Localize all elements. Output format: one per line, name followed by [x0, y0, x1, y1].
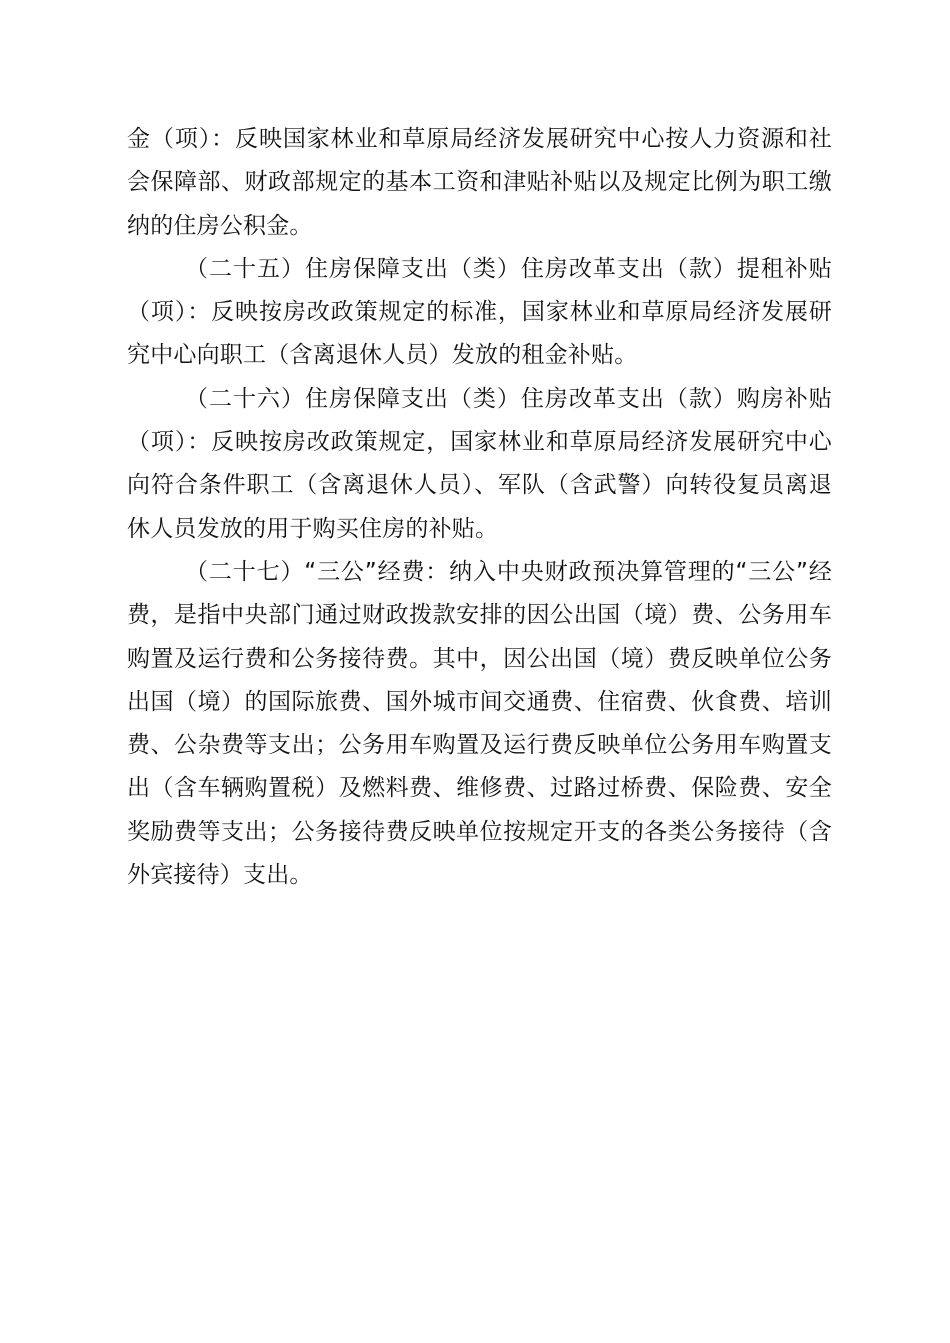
- paragraph-25-rent-subsidy: （二十五）住房保障支出（类）住房改革支出（款）提租补贴（项）：反映按房改政策规定的标准，国家林业和草原局经济发展研究中心向职工（含离退休人员）发放的租金补贴。: [127, 255, 832, 369]
- paragraph-housing-fund-continuation: 金（项）：反映国家林业和草原局经济发展研究中心按人力资源和社会保障部、财政部规定的基本工资和津贴补贴以及规定比例为职工缴纳的住房公积金。: [127, 126, 832, 239]
- paragraph-26-housing-purchase-subsidy: （二十六）住房保障支出（类）住房改革支出（款）购房补贴（项）：反映按房改政策规定，国家林业和草原局经济发展研究中心向符合条件职工（含离退休人员）、军队（含武警）向转役复员离退休人员发放的用于购买住房的补贴。: [127, 385, 832, 542]
- paragraph-27-three-public-expenses: （二十七）“三公”经费：纳入中央财政预决算管理的“三公”经费，是指中央部门通过财政拨款安排的因公出国（境）费、公务用车购置及运行费和公务接待费。其中，因公出国（境）费反映单位公务出国（境）的国际旅费、国外城市间交通费、住宿费、伙食费、培训费、公杂费等支出；公务用车购置及运行费反映单位公务用车购置支出（含车辆购置税）及燃料费、维修费、过路过桥费、保险费、安全奖励费等支出；公务接待费反映单位按规定开支的各类公务接待（含外宾接待）支出。: [127, 558, 832, 889]
- document-body: [127, 118, 832, 897]
